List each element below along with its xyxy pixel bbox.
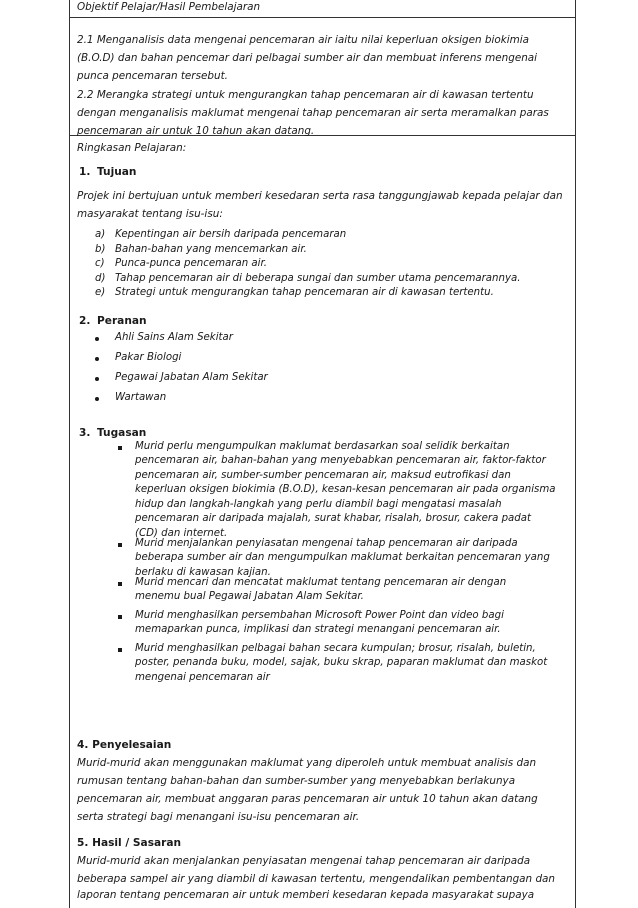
role-item: Pegawai Jabatan Alam Sekitar: [115, 372, 268, 383]
section-number: 2.: [79, 315, 91, 327]
paragraph-line: pencemaran air, membuat anggaran paras pencemaran air untuk 10 tahun akan datang: [77, 793, 538, 805]
objective-line: dengan menganalisis maklumat mengenai tahap pencemaran air serta meramalkan paras: [77, 107, 549, 119]
role-item: Wartawan: [115, 392, 167, 403]
square-bullet-icon: [118, 615, 122, 619]
objective-line: (B.O.D) dan bahan pencemar dari pelbagai sumber air dan membuat inferens mengenai: [77, 52, 538, 64]
task-line: pencemaran air, bahan-bahan yang menyebabkan pencemaran air, faktor-faktor: [135, 455, 546, 466]
square-bullet-icon: [118, 446, 122, 450]
section-title-penyelesaian: 4. Penyelesaian: [77, 739, 172, 751]
section-title-peranan: Peranan: [97, 315, 147, 327]
divider: [69, 17, 575, 18]
bullet-icon: [95, 337, 99, 341]
objective-line: 2.2 Merangka strategi untuk mengurangkan tahap pencemaran air di kawasan tertentu: [77, 89, 534, 101]
task-line: Murid menghasilkan pelbagai bahan secara kumpulan; brosur, risalah, buletin,: [135, 642, 536, 654]
list-item: Punca-punca pencemaran air.: [115, 258, 267, 269]
task-line: berlaku di kawasan kajian.: [135, 566, 271, 578]
paragraph-line: Murid-murid akan menggunakan maklumat yang diperoleh untuk membuat analisis dan: [77, 757, 537, 769]
task-line: hidup dan langkah-langkah yang perlu diambil bagi mengatasi masalah: [135, 498, 502, 510]
task-line: pencemaran air daripada majalah, surat khabar, risalah, brosur, cakera padat: [135, 513, 532, 524]
paragraph-line: beberapa sampel air yang diambil di kawasan tertentu, mengendalikan pembentangan dan: [77, 873, 555, 885]
paragraph-line: Projek ini bertujuan untuk memberi kesedaran serta rasa tanggungjawab kepada pelajar dan: [77, 190, 563, 202]
section-title-tugasan: Tugasan: [97, 427, 147, 439]
task-line: Murid menjalankan penyiasatan mengenai tahap pencemaran air daripada: [135, 537, 518, 549]
list-item: Kepentingan air bersih daripada pencemaran: [115, 229, 347, 240]
bullet-icon: [95, 357, 99, 361]
paragraph-line: rumusan tentang bahan-bahan dan sumber-sumber yang menyebabkan berlakunya: [77, 775, 516, 787]
list-label: b): [95, 243, 106, 255]
section-number: 3.: [79, 427, 91, 439]
task-line: menemu bual Pegawai Jabatan Alam Sekitar.: [135, 591, 364, 602]
square-bullet-icon: [118, 582, 122, 586]
paragraph-line: masyarakat tentang isu-isu:: [77, 208, 223, 220]
list-label: e): [95, 287, 106, 298]
task-line: memaparkan punca, implikasi dan strategi menangani pencemaran air.: [135, 624, 501, 635]
section-title-hasil: 5. Hasil / Sasaran: [77, 837, 182, 849]
role-item: Pakar Biologi: [115, 352, 182, 363]
task-line: Murid perlu mengumpulkan maklumat berdasarkan soal selidik berkaitan: [135, 440, 510, 452]
square-bullet-icon: [118, 543, 122, 547]
list-label: d): [95, 272, 106, 284]
task-line: pencemaran air, sumber-sumber pencemaran air, maksud eutrofikasi dan: [135, 469, 511, 481]
task-line: Murid mencari dan mencatat maklumat tentang pencemaran air dengan: [135, 576, 507, 588]
task-line: (CD) dan internet.: [135, 527, 228, 539]
section-number: 1.: [79, 166, 91, 178]
task-line: keperluan oksigen biokimia (B.O.D), kesan-kesan pencemaran air pada organisma: [135, 484, 556, 495]
task-line: Murid menghasilkan persembahan Microsoft Power Point dan video bagi: [135, 609, 504, 621]
list-label: a): [95, 229, 106, 240]
bullet-icon: [95, 397, 99, 401]
task-line: beberapa sumber air dan mengumpulkan maklumat berkaitan pencemaran yang: [135, 552, 550, 563]
objective-line: 2.1 Menganalisis data mengenai pencemaran air iaitu nilai keperluan oksigen biokimia: [77, 34, 530, 46]
objectives-heading: Objektif Pelajar/Hasil Pembelajaran: [77, 1, 261, 13]
section-title-tujuan: Tujuan: [97, 166, 137, 178]
task-line: mengenai pencemaran air: [135, 671, 270, 683]
paragraph-line: serta strategi bagi menangani isu-isu pencemaran air.: [77, 811, 360, 823]
task-line: poster, penanda buku, model, sajak, buku skrap, paparan maklumat dan maskot: [135, 657, 548, 668]
list-item: Strategi untuk mengurangkan tahap pencemaran air di kawasan tertentu.: [115, 287, 494, 298]
bullet-icon: [95, 377, 99, 381]
role-item: Ahli Sains Alam Sekitar: [115, 332, 233, 343]
list-item: Tahap pencemaran air di beberapa sungai dan sumber utama pencemarannya.: [115, 272, 521, 284]
paragraph-line: Murid-murid akan menjalankan penyiasatan mengenai tahap pencemaran air daripada: [77, 855, 531, 867]
paragraph-line: laporan tentang pencemaran air untuk memberi kesedaran kepada masyarakat supaya: [77, 889, 535, 901]
objective-line: pencemaran air untuk 10 tahun akan datang.: [77, 125, 315, 137]
summary-heading: Ringkasan Pelajaran:: [77, 142, 187, 154]
list-item: Bahan-bahan yang mencemarkan air.: [115, 243, 307, 255]
list-label: c): [95, 258, 105, 269]
square-bullet-icon: [118, 648, 122, 652]
objective-line: punca pencemaran tersebut.: [77, 70, 228, 82]
